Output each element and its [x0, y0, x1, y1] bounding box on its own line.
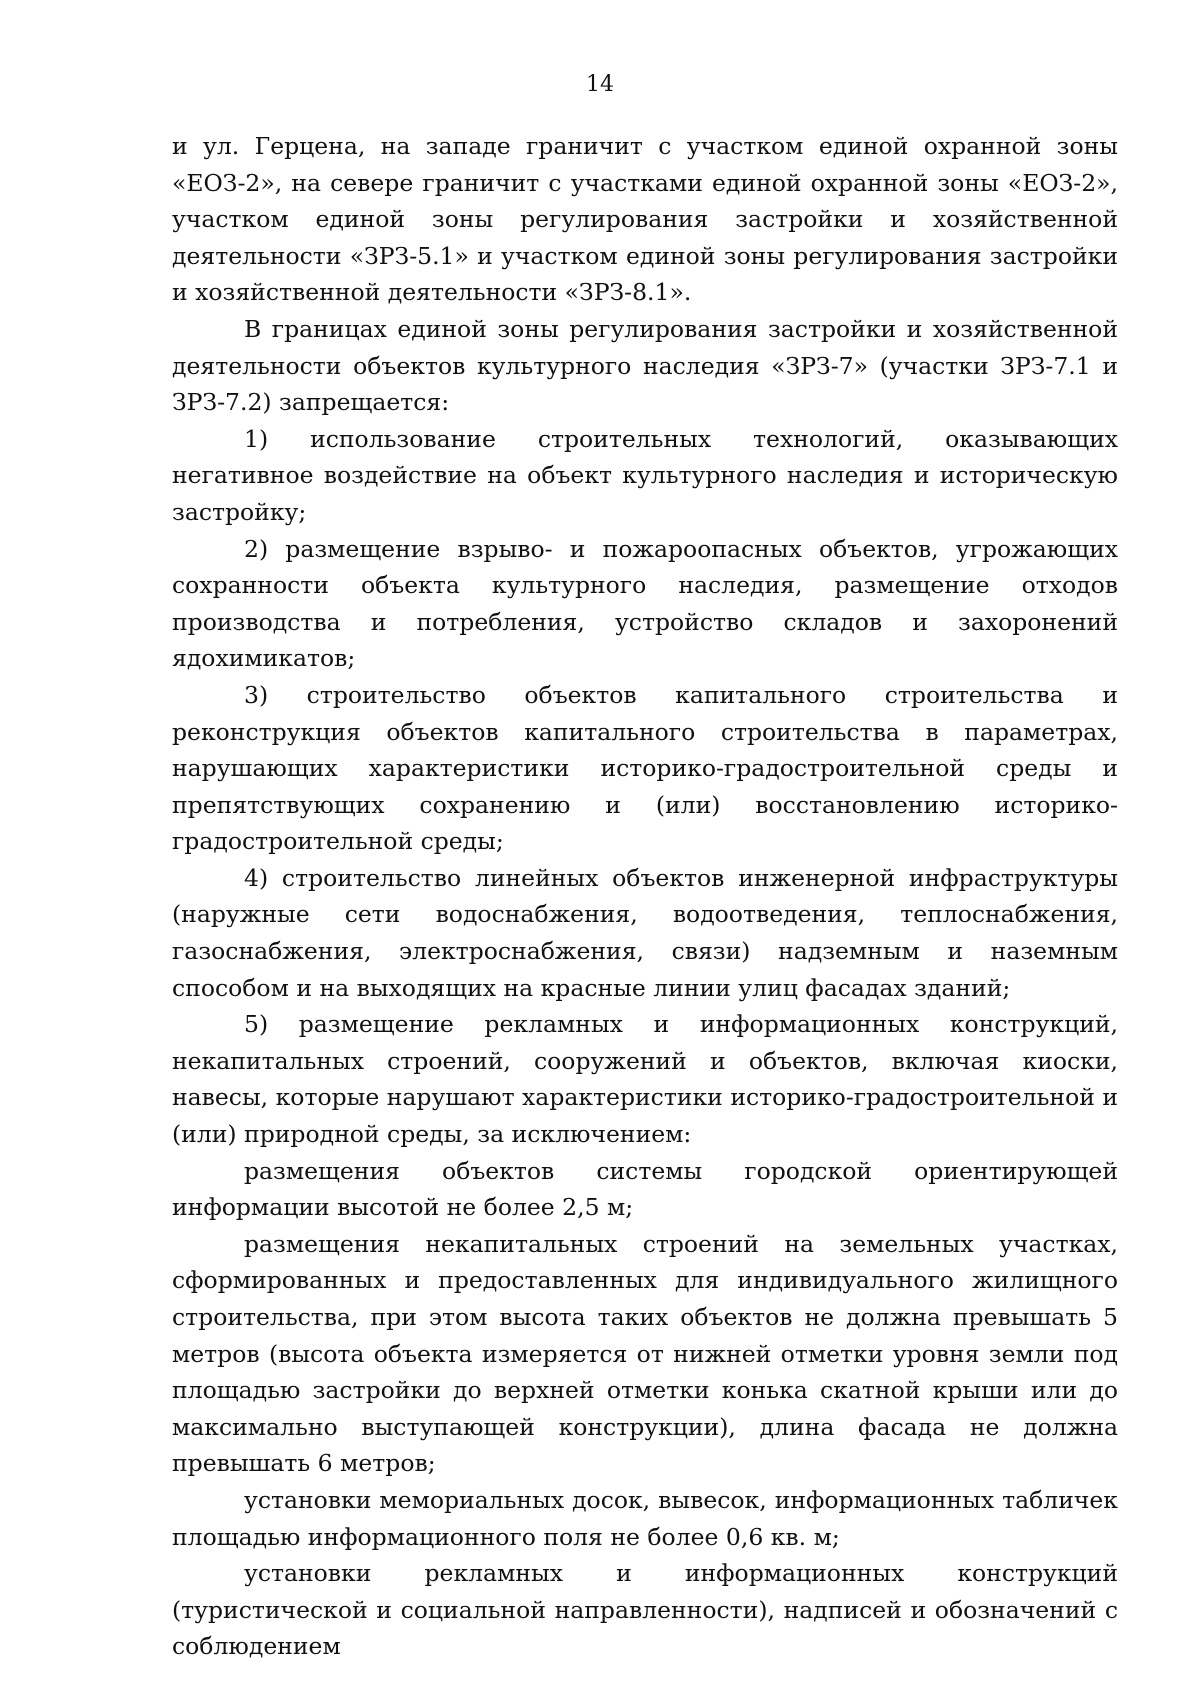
exception-non-capital-structures: размещения некапитальных строений на земельных участках, сформированных и предоставленных для индивидуального жилищного строительства, при этом высота таких объектов не должна превышать 5 метров (высота объекта измеряется от нижней отметки уровня земли под площадью застройки до верхней отметки конька скатной крыши или до максимально выступающей конструкции), длина фасада не должна превышать 6 метров; — [172, 1229, 1118, 1478]
paragraph-prohibitions-intro: В границах единой зоны регулирования застройки и хозяйственной деятельности объектов культурного наследия «ЗРЗ-7» (участки ЗРЗ-7.1 и ЗРЗ-7.2) запрещается: — [172, 314, 1118, 417]
paragraph-continuation: и ул. Герцена, на западе граничит с участком единой охранной зоны «ЕОЗ-2», на севере граничит с участками единой охранной зоны «ЕОЗ-2», участком единой зоны регулирования застройки и хозяйственной деятельности «ЗРЗ-5.1» и участком единой зоны регулирования застройки и хозяйственной деятельности «ЗРЗ-8.1». — [172, 132, 1118, 307]
exception-advertising-structures: установки рекламных и информационных конструкций (туристической и социальной направленности), надписей и обозначений с соблюдением — [172, 1559, 1118, 1661]
list-item-4: 4) строительство линейных объектов инженерной инфраструктуры (наружные сети водоснабжения, водоотведения, теплоснабжения, газоснабжения, электроснабжения, связи) надземным и наземным способом и на выходящих на красные линии улиц фасадах зданий; — [172, 863, 1118, 1002]
list-item-5: 5) размещение рекламных и информационных конструкций, некапитальных строений, сооружений и объектов, включая киоски, навесы, которые нарушают характеристики историко-градостроительной и (или) природной среды, за исключением: — [172, 1010, 1119, 1149]
list-item-2: 2) размещение взрыво- и пожароопасных объектов, угрожающих сохранности объекта культурного наследия, размещение отходов производства и потребления, устройство складов и захоронений ядохимикатов; — [172, 534, 1118, 673]
list-item-3: 3) строительство объектов капитального строительства и реконструкция объектов капитального строительства в параметрах, нарушающих характеристики историко-градостроительной среды и препятствующих сохранению и (или) восстановлению историко-градостроительной среды; — [172, 680, 1118, 856]
list-item-1: 1) использование строительных технологий, оказывающих негативное воздействие на объект культурного наследия и историческую застройку; — [172, 424, 1118, 526]
page-number: 14 — [586, 72, 614, 97]
document-body — [172, 128, 1118, 1665]
exception-memorial-plaques: установки мемориальных досок, вывесок, информационных табличек площадью информационного поля не более 0,6 кв. м; — [172, 1485, 1118, 1551]
exception-orientation-info: размещения объектов системы городской ориентирующей информации высотой не более 2,5 м; — [172, 1156, 1118, 1222]
